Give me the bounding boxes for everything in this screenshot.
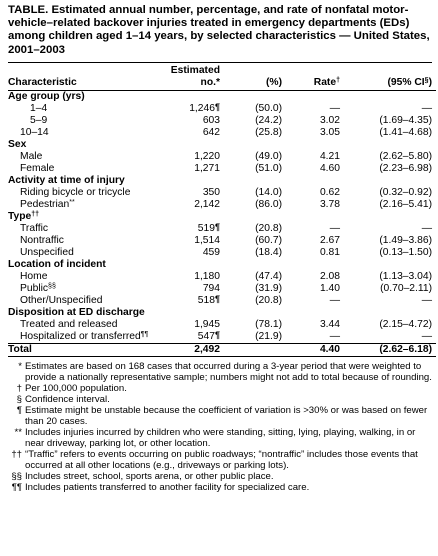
total-label: Total bbox=[8, 343, 148, 356]
row-percent: (51.0) bbox=[255, 162, 282, 174]
header-ci: (95% CI§) bbox=[340, 77, 436, 91]
section-name: Sex bbox=[8, 138, 27, 150]
row-label: Traffic bbox=[20, 222, 49, 234]
row-rate: 3.05 bbox=[319, 126, 340, 138]
section-header-row bbox=[8, 139, 436, 151]
row-rate: — bbox=[329, 102, 340, 114]
header-characteristic: Characteristic bbox=[8, 77, 148, 91]
footnote-text: Estimates are based on 168 cases that occurred during a 3-year period that were weighted to provide a nationally representative sample; numbers might not add to total because of rounding. bbox=[25, 360, 432, 383]
header-estimated: Estimated bbox=[170, 64, 220, 76]
row-percent: (20.8) bbox=[255, 294, 282, 306]
footnote bbox=[8, 449, 432, 471]
footnote bbox=[8, 427, 432, 449]
row-percent: (47.4) bbox=[255, 270, 282, 282]
total-percent bbox=[220, 343, 282, 356]
row-ci: (0.70–2.11) bbox=[380, 282, 432, 294]
section-header-row bbox=[8, 211, 436, 223]
row-label: Home bbox=[20, 270, 48, 282]
footnote bbox=[8, 361, 432, 383]
table-row bbox=[8, 163, 436, 175]
row-estimated-no: 518¶ bbox=[197, 293, 220, 306]
row-ci: (1.13–3.04) bbox=[379, 270, 432, 282]
row-ci: (1.41–4.68) bbox=[379, 126, 432, 138]
row-rate: 3.78 bbox=[319, 198, 340, 210]
table-row bbox=[8, 235, 436, 247]
row-rate: — bbox=[329, 222, 340, 234]
table-title: TABLE. Estimated annual number, percentage, and rate of nonfatal motor-vehicle–related backover injuries treated in emergency departments (EDs) among children aged 1–14 years, by selected characteristics — United States, 2001–2003 bbox=[8, 4, 430, 56]
row-label: Nontraffic bbox=[20, 234, 64, 246]
footnote-symbol: § bbox=[16, 393, 22, 405]
row-estimated-no: 1,246¶ bbox=[189, 101, 220, 114]
footnote bbox=[8, 383, 432, 394]
footnote bbox=[8, 471, 432, 482]
section-name: Disposition at ED discharge bbox=[8, 306, 145, 318]
section-header-row bbox=[8, 175, 436, 187]
row-ci: (0.13–1.50) bbox=[379, 246, 432, 258]
footnote-symbol: §§ bbox=[11, 470, 22, 482]
row-ci: — bbox=[421, 330, 432, 342]
table-row bbox=[8, 199, 436, 211]
footnote-symbol: ¶¶ bbox=[11, 481, 22, 493]
footnotes bbox=[8, 361, 432, 493]
row-estimated-no: 642 bbox=[202, 126, 220, 138]
footnote-symbol: ¶ bbox=[16, 404, 22, 416]
row-estimated-no: 1,514 bbox=[194, 234, 220, 246]
row-estimated-no: 350 bbox=[202, 186, 220, 198]
data-table bbox=[8, 63, 436, 357]
table-row bbox=[8, 151, 436, 163]
section-name: Type†† bbox=[8, 210, 40, 222]
row-percent: (14.0) bbox=[255, 186, 282, 198]
row-rate: 2.08 bbox=[319, 270, 340, 282]
row-label: Riding bicycle or tricycle bbox=[20, 186, 131, 198]
row-label: Hospitalized or transferred¶¶ bbox=[20, 330, 149, 342]
section-header-row bbox=[8, 259, 436, 271]
row-rate: 0.62 bbox=[319, 186, 340, 198]
row-ci: — bbox=[421, 294, 432, 306]
footnote-text: Includes injuries incurred by children who were standing, sitting, lying, playing, walking, in or near driveway, parking lot, or other location. bbox=[25, 426, 416, 449]
footnote-text: Confidence interval. bbox=[25, 393, 110, 405]
header-row-2 bbox=[8, 77, 436, 91]
row-label: 10–14 bbox=[20, 126, 49, 138]
header-no: no.* bbox=[148, 77, 220, 91]
row-label: Other/Unspecified bbox=[20, 294, 103, 306]
footnote-text: Estimate might be unstable because the coefficient of variation is >30% or was based on fewer than 20 cases. bbox=[25, 404, 428, 427]
table-row bbox=[8, 319, 436, 331]
row-label: 5–9 bbox=[30, 114, 48, 126]
table-row bbox=[8, 223, 436, 235]
row-percent: (18.4) bbox=[255, 246, 282, 258]
row-label: 1–4 bbox=[30, 102, 48, 114]
row-estimated-no: 1,220 bbox=[194, 150, 220, 162]
table-row bbox=[8, 187, 436, 199]
row-ci: (2.16–5.41) bbox=[379, 198, 432, 210]
table-row bbox=[8, 127, 436, 139]
row-estimated-no: 519¶ bbox=[197, 221, 220, 234]
row-estimated-no: 1,180 bbox=[194, 270, 220, 282]
footnote-text: Per 100,000 population. bbox=[25, 382, 127, 394]
section-name: Age group (yrs) bbox=[8, 90, 85, 102]
footnote-symbol: * bbox=[18, 360, 22, 372]
row-ci: — bbox=[421, 222, 432, 234]
row-label: Public§§ bbox=[20, 282, 56, 294]
row-ci: (1.69–4.35) bbox=[379, 114, 432, 126]
row-ci: (2.15–4.72) bbox=[379, 318, 432, 330]
footnote bbox=[8, 482, 432, 493]
row-rate: 3.44 bbox=[319, 318, 340, 330]
table-row bbox=[8, 103, 436, 115]
footnote-text: Includes patients transferred to another facility for specialized care. bbox=[25, 481, 310, 493]
row-percent: (78.1) bbox=[255, 318, 282, 330]
section-name: Location of incident bbox=[8, 258, 106, 270]
row-percent: (20.8) bbox=[255, 222, 282, 234]
row-percent: (31.9) bbox=[255, 282, 282, 294]
row-percent: (49.0) bbox=[255, 150, 282, 162]
footnote-symbol: ** bbox=[14, 426, 22, 438]
table-row bbox=[8, 331, 436, 344]
total-no: 2,492 bbox=[148, 343, 220, 356]
row-ci: (2.62–5.80) bbox=[379, 150, 432, 162]
row-estimated-no: 1,271 bbox=[194, 162, 220, 174]
section-header-row bbox=[8, 90, 436, 103]
row-estimated-no: 1,945 bbox=[194, 318, 220, 330]
row-rate: — bbox=[329, 330, 340, 342]
row-estimated-no: 459 bbox=[202, 246, 220, 258]
row-rate: 4.21 bbox=[319, 150, 340, 162]
footnote-symbol: † bbox=[16, 382, 22, 394]
total-row bbox=[8, 343, 436, 356]
section-header-row bbox=[8, 307, 436, 319]
row-percent: (25.8) bbox=[255, 126, 282, 138]
footnote bbox=[8, 405, 432, 427]
row-ci: (2.23–6.98) bbox=[379, 162, 432, 174]
footnote-text: “Traffic” refers to events occurring on public roadways; “nontraffic” includes those events that occurred at all other locations (e.g., driveways or parking lots). bbox=[25, 448, 418, 471]
table-row bbox=[8, 115, 436, 127]
row-label: Unspecified bbox=[20, 246, 74, 258]
row-rate: — bbox=[329, 294, 340, 306]
footnote bbox=[8, 394, 432, 405]
table-row bbox=[8, 295, 436, 307]
row-label: Male bbox=[20, 150, 43, 162]
total-rate: 4.40 bbox=[282, 343, 340, 356]
row-label: Female bbox=[20, 162, 55, 174]
row-ci: — bbox=[421, 102, 432, 114]
table-row bbox=[8, 283, 436, 295]
table-row bbox=[8, 247, 436, 259]
row-label: Pedestrian** bbox=[20, 198, 75, 210]
total-ci: (2.62–6.18) bbox=[340, 343, 436, 356]
row-estimated-no: 2,142 bbox=[194, 198, 220, 210]
row-percent: (24.2) bbox=[255, 114, 282, 126]
row-rate: 4.60 bbox=[319, 162, 340, 174]
row-estimated-no: 603 bbox=[202, 114, 220, 126]
footnote-text: Includes street, school, sports arena, or other public place. bbox=[25, 470, 274, 482]
table-body bbox=[8, 90, 436, 356]
row-ci: (0.32–0.92) bbox=[379, 186, 432, 198]
header-row-1 bbox=[8, 63, 436, 77]
row-percent: (21.9) bbox=[255, 330, 282, 342]
header-rate: Rate† bbox=[282, 77, 340, 91]
header-pct: (%) bbox=[220, 77, 282, 91]
row-rate: 2.67 bbox=[319, 234, 340, 246]
row-percent: (50.0) bbox=[255, 102, 282, 114]
row-label: Treated and released bbox=[20, 318, 118, 330]
section-name: Activity at time of injury bbox=[8, 174, 125, 186]
row-percent: (60.7) bbox=[255, 234, 282, 246]
row-rate: 0.81 bbox=[319, 246, 340, 258]
row-estimated-no: 547¶ bbox=[197, 329, 220, 342]
footnote-symbol: †† bbox=[11, 448, 22, 460]
row-percent: (86.0) bbox=[255, 198, 282, 210]
row-rate: 3.02 bbox=[319, 114, 340, 126]
row-ci: (1.49–3.86) bbox=[379, 234, 432, 246]
row-rate: 1.40 bbox=[319, 282, 340, 294]
table-row bbox=[8, 271, 436, 283]
row-estimated-no: 794 bbox=[202, 282, 220, 294]
